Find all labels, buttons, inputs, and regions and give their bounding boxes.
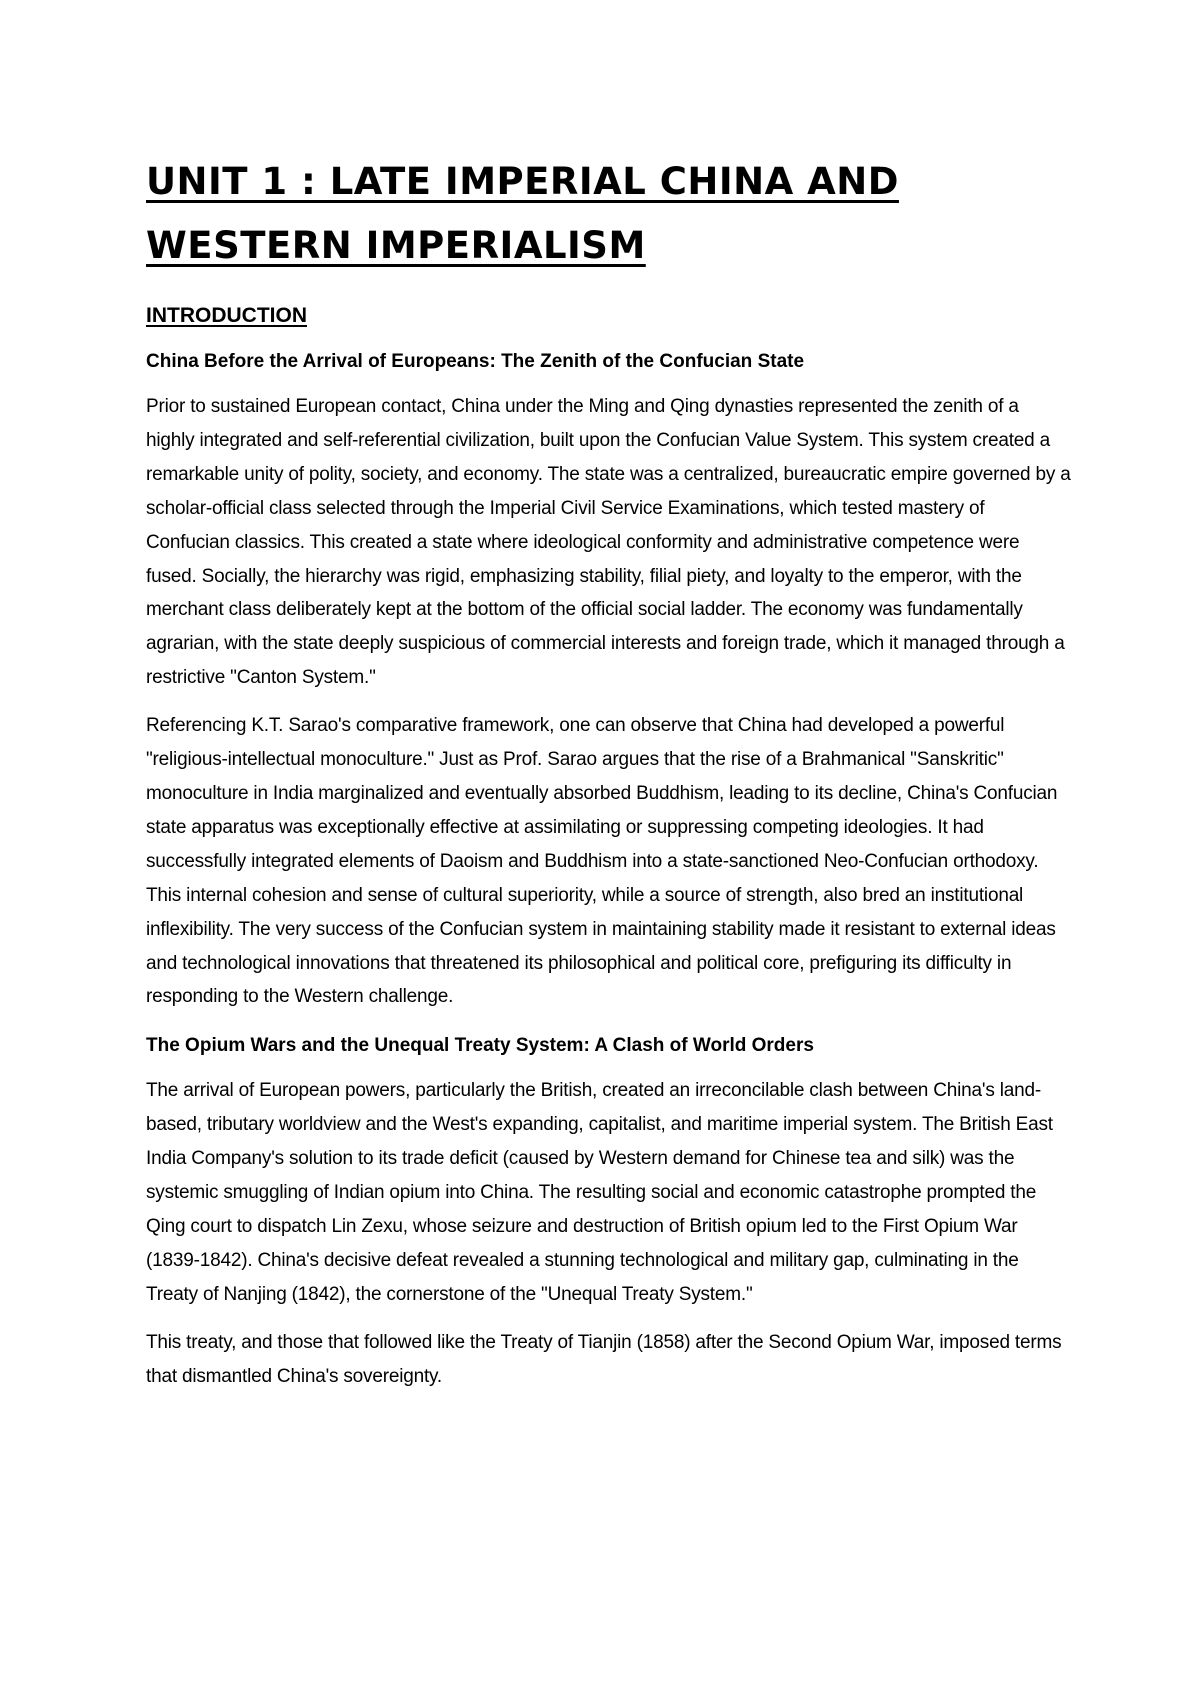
paragraph: Prior to sustained European contact, China under the Ming and Qing dynasties represented the zenith of a highly integrated and self-referential civilization, built upon the Confucian Value System. This system created a remarkable unity of polity, society, and economy. The state was a centralized, bureaucratic empire governed by a scholar-official class selected through the Imperial Civil Service Examinations, which tested mastery of Confucian classics. This created a state where ideological conformity and administrative competence were fused. Socially, the hierarchy was rigid, emphasizing stability, filial piety, and loyalty to the emperor, with the merchant class deliberately kept at the bottom of the official social ladder. The economy was fundamentally agrarian, with the state deeply suspicious of commercial interests and foreign trade, which it managed through a restrictive "Canton System."	[146, 396, 1071, 689]
document-body	[146, 150, 1071, 1393]
paragraph: Referencing K.T. Sarao's comparative framework, one can observe that China had developed a powerful "religious-intellectual monoculture." Just as Prof. Sarao argues that the rise of a Brahmanical "Sanskritic" monoculture in India marginalized and eventually absorbed Buddhism, leading to its decline, China's Confucian state apparatus was exceptionally effective at assimilating or suppressing competing ideologies. It had successfully integrated elements of Daoism and Buddhism into a state-sanctioned Neo-Confucian orthodoxy. This internal cohesion and sense of cultural superiority, while a source of strength, also bred an institutional inflexibility. The very success of the Confucian system in maintaining stability made it resistant to external ideas and technological innovations that threatened its philosophical and political core, prefiguring its difficulty in responding to the Western challenge.	[146, 715, 1058, 1008]
paragraph: This treaty, and those that followed like the Treaty of Tianjin (1858) after the Second Opium War, imposed terms that dismantled China's sovereignty.	[146, 1331, 1062, 1387]
paragraph: The arrival of European powers, particularly the British, created an irreconcilable clash between China's land-based, tributary worldview and the West's expanding, capitalist, and maritime imperial system. The British East India Company's solution to its trade deficit (caused by Western demand for Chinese tea and silk) was the systemic smuggling of Indian opium into China. The resulting social and economic catastrophe prompted the Qing court to dispatch Lin Zexu, whose seizure and destruction of British opium led to the First Opium War (1839-1842). China's decisive defeat revealed a stunning technological and military gap, culminating in the Treaty of Nanjing (1842), the cornerstone of the "Unequal Treaty System."	[146, 1080, 1053, 1305]
document-title: UNIT 1 : LATE IMPERIAL CHINA AND WESTERN IMPERIALISM	[146, 160, 899, 267]
section-heading-opium-wars: The Opium Wars and the Unequal Treaty System: A Clash of World Orders	[146, 1035, 814, 1057]
section-heading-china-before-europeans: China Before the Arrival of Europeans: The Zenith of the Confucian State	[146, 351, 805, 372]
introduction-heading: INTRODUCTION	[146, 304, 307, 327]
